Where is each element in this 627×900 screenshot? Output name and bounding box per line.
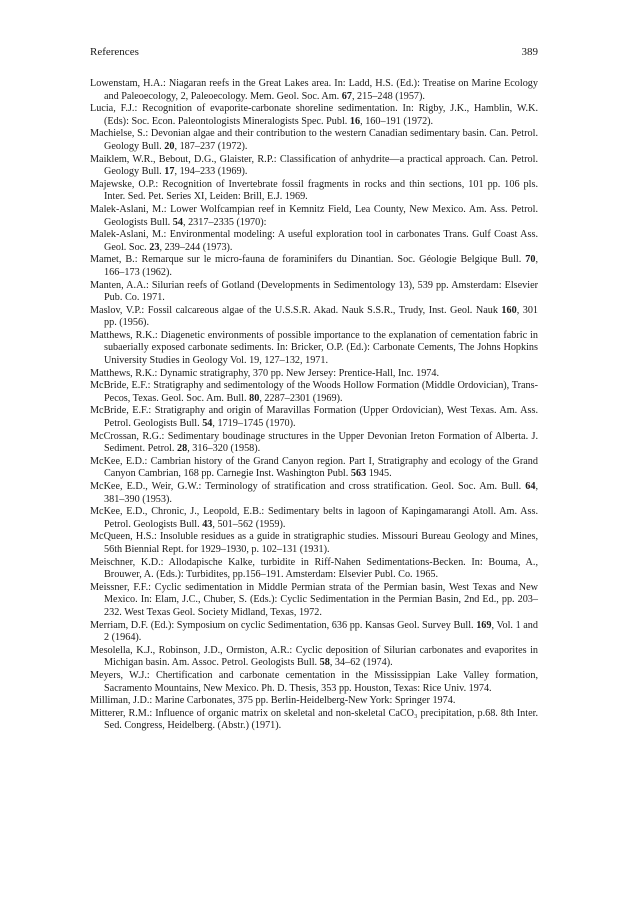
volume-number: 28 [177,443,188,455]
reference-entry [90,531,538,556]
reference-text: Lowenstam, H.A.: Niagaran reefs in the Great Lakes area. In: Ladd, H.S. (Ed.): Treatise on Marine Ecology and Paleoecology, 2, Paleoecology. Mem. Geol. Soc. Am. [90,78,538,102]
reference-text: McKee, E.D.: Cambrian history of the Grand Canyon region. Part I, Stratigraphy and ecology of the Grand Canyon Cambrian, 168 pp. Carnegie Inst. Washington Publ. [90,455,538,480]
reference-text: McKee, E.D., Weir, G.W.: Terminology of stratification and cross stratification. Geol. Soc. Am. Bull. [90,481,526,492]
volume-number: 58 [319,657,330,669]
reference-entry [90,481,538,506]
reference-text: , 187–237 (1972). [174,140,248,152]
reference-text: , 194–233 (1969). [174,166,248,178]
volume-number: 80 [249,392,260,404]
volume-number: 64 [525,481,536,492]
running-header [90,46,538,62]
reference-text: Manten, A.A.: Silurian reefs of Gotland (Developments in Sedimentology 13), 539 pp. Amsterdam: Elsevier Pub. Co. 1971. [90,279,538,304]
volume-number: 169 [476,619,492,631]
volume-number: 16 [349,115,361,127]
reference-text: , 2317–2335 (1970): [182,216,267,228]
reference-text: Malek-Aslani, M.: Environmental modeling: A useful exploration tool in carbonates Trans. Gulf Coast Ass. Geol. Soc. [90,229,538,253]
volume-number: 17 [164,166,175,178]
reference-text: Merriam, D.F. (Ed.): Symposium on cyclic Sedimentation, 636 pp. Kansas Geol. Survey Bull. [90,619,477,631]
reference-entry [90,506,538,531]
reference-text: Matthews, R.K.: Diagenetic environments of possible importance to the explanation of cementation fabric in subaerially exposed carbonate sediments. In: Bricker, O.P. (Ed.): Carbonate Cements, The Johns Hopkins University Studies in Geology Vol. 19, 127–132, 1971. [90,329,538,367]
reference-text: , 1719–1745 (1970). [212,418,296,430]
reference-text: McCrossan, R.G.: Sedimentary boudinage structures in the Upper Devonian Ireton Formation of Alberta. J. Sediment. Petrol. [90,430,538,455]
reference-text: Meischner, K.D.: Allodapische Kalke, turbidite in Riff-Nahen Sedimentations-Becken. In: Bouma, A., Brouwer, A. (Eds.): Turbidites, pp.156–191. Amsterdam: Elsevier Publ. Co. 1965. [90,556,538,581]
reference-text: Maiklem, W.R., Bebout, D.G., Glaister, R.P.: Classification of anhydrite—a practical approach. Can. Petrol. Geology Bull. [90,153,538,178]
volume-number: 43 [202,518,213,530]
reference-entry [90,670,538,695]
reference-entry [90,229,538,254]
reference-text: Meissner, F.F.: Cyclic sedimentation in Middle Permian strata of the Permian basin, West Texas and New Mexico. In: Elam, J.C., Chuber, S. (Eds.): Cyclic Sedimentation in the Permian Basin, 2nd Ed., pp. 203–232. West Texas Geol. Society Midland, Texas, 1972. [90,581,538,618]
reference-entry [90,204,538,229]
volume-number: 54 [202,418,213,430]
reference-entry [90,708,538,733]
reference-text: , 166–173 (1962). [104,254,538,278]
reference-text: McQueen, H.S.: Insoluble residues as a guide in stratigraphic studies. Missouri Bureau Geology and Mines, 56th Biennial Rept. for 1929–1930, p. 102–131 (1931). [90,531,538,555]
reference-text: Majewske, O.P.: Recognition of Invertebrate fossil fragments in rocks and thin sections, 101 pp. 106 pls. Inter. Sed. Pet. Series XI, Leiden: Brill, E.J. 1969. [90,178,538,203]
reference-text: McBride, E.F.: Stratigraphy and origin of Maravillas Formation (Upper Ordovician), West Texas. Am. Ass. Petrol. Geologists Bull. [90,405,538,430]
volume-number: 54 [172,216,183,228]
reference-text: , 301 pp. (1956). [104,304,539,329]
reference-text: , 215–248 (1957). [351,90,425,102]
reference-entry [90,330,538,368]
reference-text: , 501–562 (1959). [212,518,286,530]
reference-text: McBride, E.F.: Stratigraphy and sedimentology of the Woods Hollow Formation (Middle Ordovician), Trans-Pecos, Texas. Geol. Soc. Am. Bull. [90,380,538,404]
reference-text: , 160–191 (1972). [360,115,434,127]
reference-text: McKee, E.D., Chronic, J., Leopold, E.B.: Sedimentary belts in lagoon of Kapingamarangi Atoll. Am. Ass. Petrol. Geologists Bull. [90,506,538,530]
reference-entry [90,254,538,279]
volume-number: 563 [350,468,367,480]
reference-text: Matthews, R.K.: Dynamic stratigraphy, 370 pp. New Jersey: Prentice-Hall, Inc. 1974. [90,367,440,379]
reference-text: , 239–244 (1973). [159,241,233,253]
volume-number: 67 [341,90,352,102]
reference-text: 1945. [366,468,392,480]
reference-entry [90,405,538,430]
reference-text: , 381–390 (1953). [104,481,538,505]
reference-text: Mamet, B.: Remarque sur le micro-fauna de foraminifers du Dinantian. Soc. Géologie Belgique Bull. [90,254,526,266]
reference-entry [90,128,538,153]
reference-entry [90,380,538,405]
reference-entry [90,695,538,708]
reference-text: Mitterer, R.M.: Influence of organic matrix on skeletal and non-skeletal CaCO₃ precipitation, p.68. 8th Inter. Sed. Congress, Heidelberg. (Abstr.) (1971). [90,707,538,732]
reference-text: Malek-Aslani, M.: Lower Wolfcampian reef in Kemnitz Field, Lea County, New Mexico. Am. Ass. Petrol. Geologists Bull. [90,203,538,228]
reference-text: Machielse, S.: Devonian algae and their contribution to the western Canadian sedimentary basin. Can. Petrol. Geology Bull. [90,128,538,152]
volume-number: 70 [525,254,536,266]
reference-list [90,78,538,733]
reference-entry [90,78,538,103]
reference-entry [90,305,538,330]
reference-entry [90,103,538,128]
reference-text: Maslov, V.P.: Fossil calcareous algae of the U.S.S.R. Akad. Nauk S.S.R., Trudy, Inst. Geol. Nauk [90,304,502,316]
reference-entry [90,645,538,670]
reference-text: Mesolella, K.J., Robinson, J.D., Ormiston, A.R.: Cyclic deposition of Silurian carbonates and evaporites in Michigan basin. Am. Assoc. Petrol. Geologists Bull. [90,644,538,669]
reference-entry [90,368,538,381]
reference-entry [90,280,538,305]
reference-text: Meyers, W.J.: Chertification and carbonate cementation in the Mississippian Lake Valley formation, Sacramento Mountains, New Mexico. Ph. D. Thesis, 353 pp. Houston, Texas: Rice Univ. 1974. [90,669,538,694]
reference-text: Milliman, J.D.: Marine Carbonates, 375 pp. Berlin-Heidelberg-New York: Springer 1974. [90,695,456,707]
reference-text: Lucia, F.J.: Recognition of evaporite-carbonate shoreline sedimentation. In: Rigby, J.K., Hamblin, W.K. (Eds): Soc. Econ. Paleontologists Mineralogists Spec. Publ. [90,103,538,127]
reference-text: , 316–320 (1958). [187,443,261,455]
reference-entry [90,431,538,456]
page-number: 389 [521,46,538,58]
reference-entry [90,154,538,179]
reference-entry [90,179,538,204]
volume-number: 160 [501,304,517,316]
volume-number: 20 [164,140,175,152]
reference-text: , Vol. 1 and 2 (1964). [104,619,538,644]
running-title: References [90,46,139,58]
volume-number: 23 [149,241,160,253]
reference-text: , 2287–2301 (1969). [259,392,343,404]
reference-entry [90,582,538,620]
reference-entry [90,557,538,582]
reference-entry [90,456,538,481]
reference-text: , 34–62 (1974). [329,657,393,669]
reference-entry [90,620,538,645]
